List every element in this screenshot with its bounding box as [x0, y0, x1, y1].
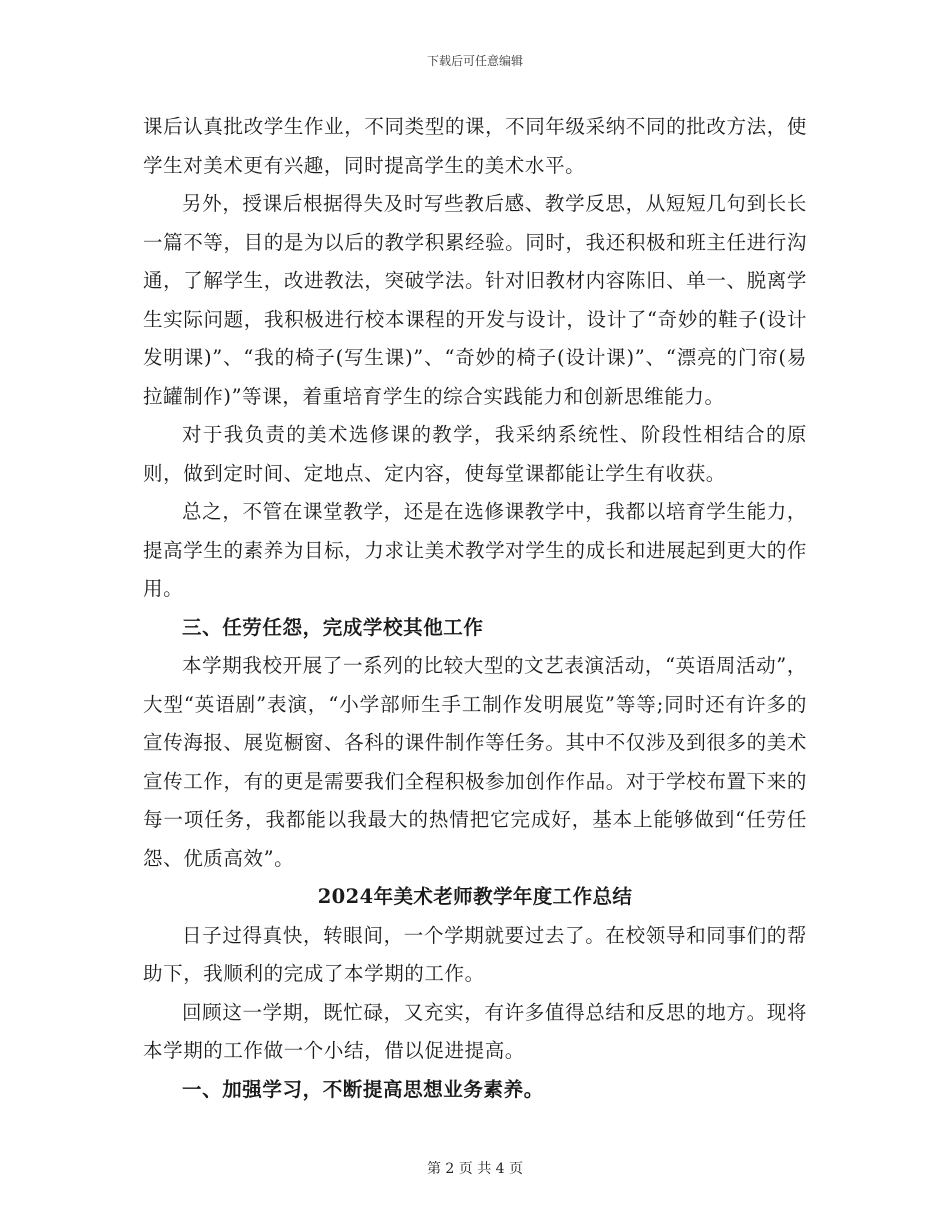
header-note: 下载后可任意编辑 [426, 54, 523, 68]
section-heading-3: 三、任劳任怨，完成学校其他工作 [182, 615, 484, 639]
paragraph-grading: 课后认真批改学生作业，不同类型的课，不同年级采纳不同的批改方法，使学生对美术更有兴趣，同时提高学生的美术水平。 [143, 115, 807, 177]
document-title: 2024年美术老师教学年度工作总结 [317, 885, 633, 908]
page-number: 第 2 页 共 4 页 [426, 1161, 524, 1177]
paragraph-school-activities: 本学期我校开展了一系列的比较大型的文艺表演活动，“英语周活动”，大型“英语剧”表演，“小学部师生手工制作发明展览”等等;同时还有许多的宣传海报、展览橱窗、各科的课件制作等任务。其中不仅涉及到很多的美术宣传工作，有的更是需要我们全程积极参加创作作品。对于学校布置下来的每一项任务，我都能以我最大的热情把它完成好，基本上能够做到“任劳任怨、优质高效”。 [143, 654, 807, 870]
paragraph-conclusion: 总之，不管在课堂教学，还是在选修课教学中，我都以培育学生能力，提高学生的素养为目标，力求让美术教学对学生的成长和进展起到更大的作用。 [143, 500, 807, 600]
paragraph-intro: 日子过得真快，转眼间，一个学期就要过去了。在校领导和同事们的帮助下，我顺利的完成了本学期的工作。 [143, 923, 807, 985]
paragraph-review: 回顾这一学期，既忙碌，又充实，有许多值得总结和反思的地方。现将本学期的工作做一个小结，借以促进提高。 [143, 1000, 807, 1062]
section-heading-1: 一、加强学习，不断提高思想业务素养。 [182, 1077, 544, 1101]
paragraph-elective: 对于我负责的美术选修课的教学，我采纳系统性、阶段性相结合的原则，做到定时间、定地点、定内容，使每堂课都能让学生有收获。 [143, 423, 807, 485]
paragraph-reflection: 另外，授课后根据得失及时写些教后感、教学反思，从短短几句到长长一篇不等，目的是为以后的教学积累经验。同时，我还积极和班主任进行沟通，了解学生，改进教法，突破学法。针对旧教材内容陈旧、单一、脱离学生实际问题，我积极进行校本课程的开发与设计，设计了“奇妙的鞋子(设计发明课)”、“我的椅子(写生课)”、“奇妙的椅子(设计课)”、“漂亮的门帘(易拉罐制作)”等课，着重培育学生的综合实践能力和创新思维能力。 [143, 192, 807, 408]
document-body [143, 108, 807, 1109]
